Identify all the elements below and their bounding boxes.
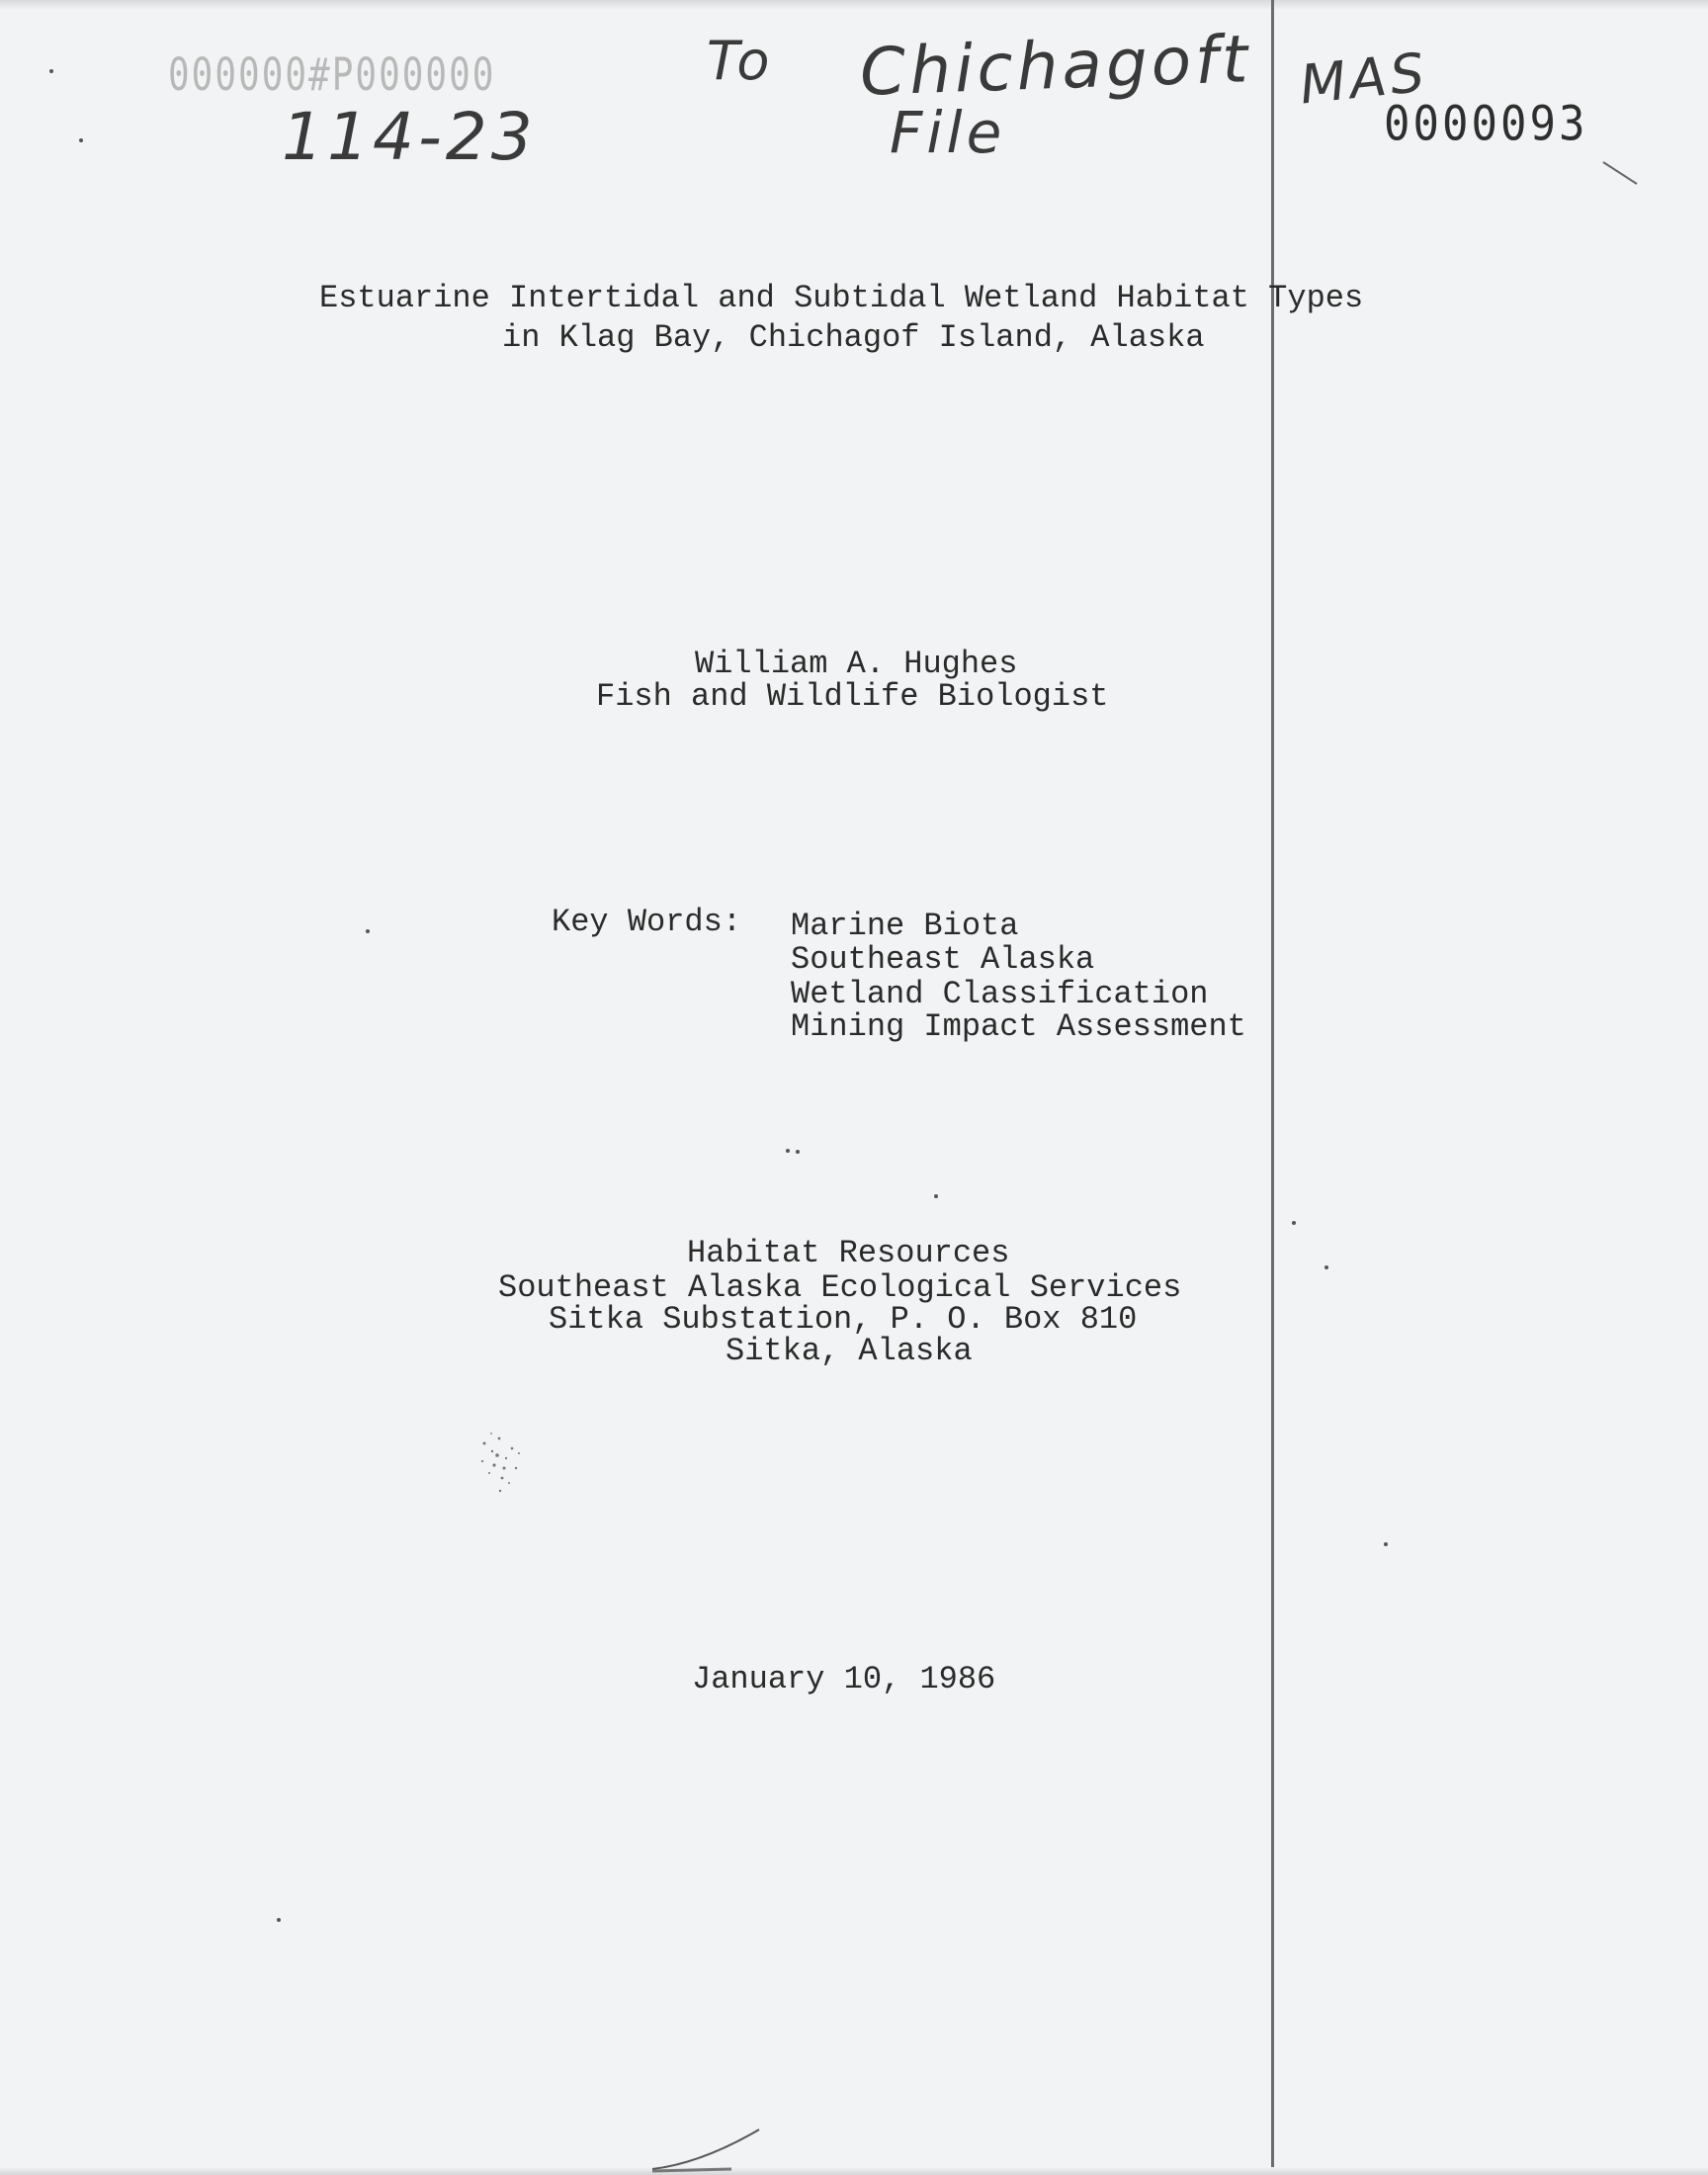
keyword-item: Marine Biota: [791, 908, 1019, 944]
keyword-item: Southeast Alaska: [791, 941, 1095, 978]
author-name: William A. Hughes: [695, 646, 1018, 682]
keywords-label: Key Words:: [552, 904, 742, 940]
scan-speck: [786, 1149, 790, 1153]
faded-stamp-number: 000000#P000000: [168, 49, 496, 102]
scan-speck: [49, 69, 53, 73]
scan-speck: [796, 1150, 800, 1154]
document-title-line-1: Estuarine Intertidal and Subtidal Wetland Habitat Types: [319, 280, 1364, 316]
handwritten-routing-place: Chichagoft: [858, 21, 1253, 111]
scan-smudge: [465, 1414, 554, 1522]
pen-mark: [1601, 158, 1641, 188]
keyword-item: Mining Impact Assessment: [791, 1008, 1246, 1045]
scan-speck: [934, 1194, 938, 1198]
scan-speck: [79, 138, 83, 142]
organization-line-3: Sitka Substation, P. O. Box 810: [549, 1301, 1138, 1338]
scan-speck: [1384, 1542, 1388, 1546]
organization-line-4: Sitka, Alaska: [726, 1333, 973, 1369]
keyword-item: Wetland Classification: [791, 976, 1209, 1012]
page-fold-line: [1271, 0, 1274, 2175]
organization-line-2: Southeast Alaska Ecological Services: [498, 1269, 1182, 1306]
handwritten-file-number: 114-23: [282, 99, 537, 175]
scan-speck: [1292, 1221, 1296, 1225]
handwritten-initials: MAS: [1297, 41, 1431, 117]
pen-stroke: [642, 2126, 771, 2175]
author-role: Fish and Wildlife Biologist: [596, 678, 1109, 715]
organization-line-1: Habitat Resources: [687, 1235, 1010, 1271]
scan-top-edge: [0, 0, 1708, 10]
scan-speck: [366, 929, 370, 933]
scan-speck: [277, 1918, 281, 1922]
handwritten-routing-file: File: [890, 99, 1006, 166]
document-number-stamp: 0000093: [1384, 96, 1588, 152]
document-date: January 10, 1986: [692, 1661, 996, 1697]
scan-bottom-edge: [0, 2167, 1708, 2175]
scan-speck: [1324, 1265, 1328, 1269]
document-title-line-2: in Klag Bay, Chichagof Island, Alaska: [502, 319, 1205, 356]
handwritten-routing-to: To: [707, 30, 774, 92]
